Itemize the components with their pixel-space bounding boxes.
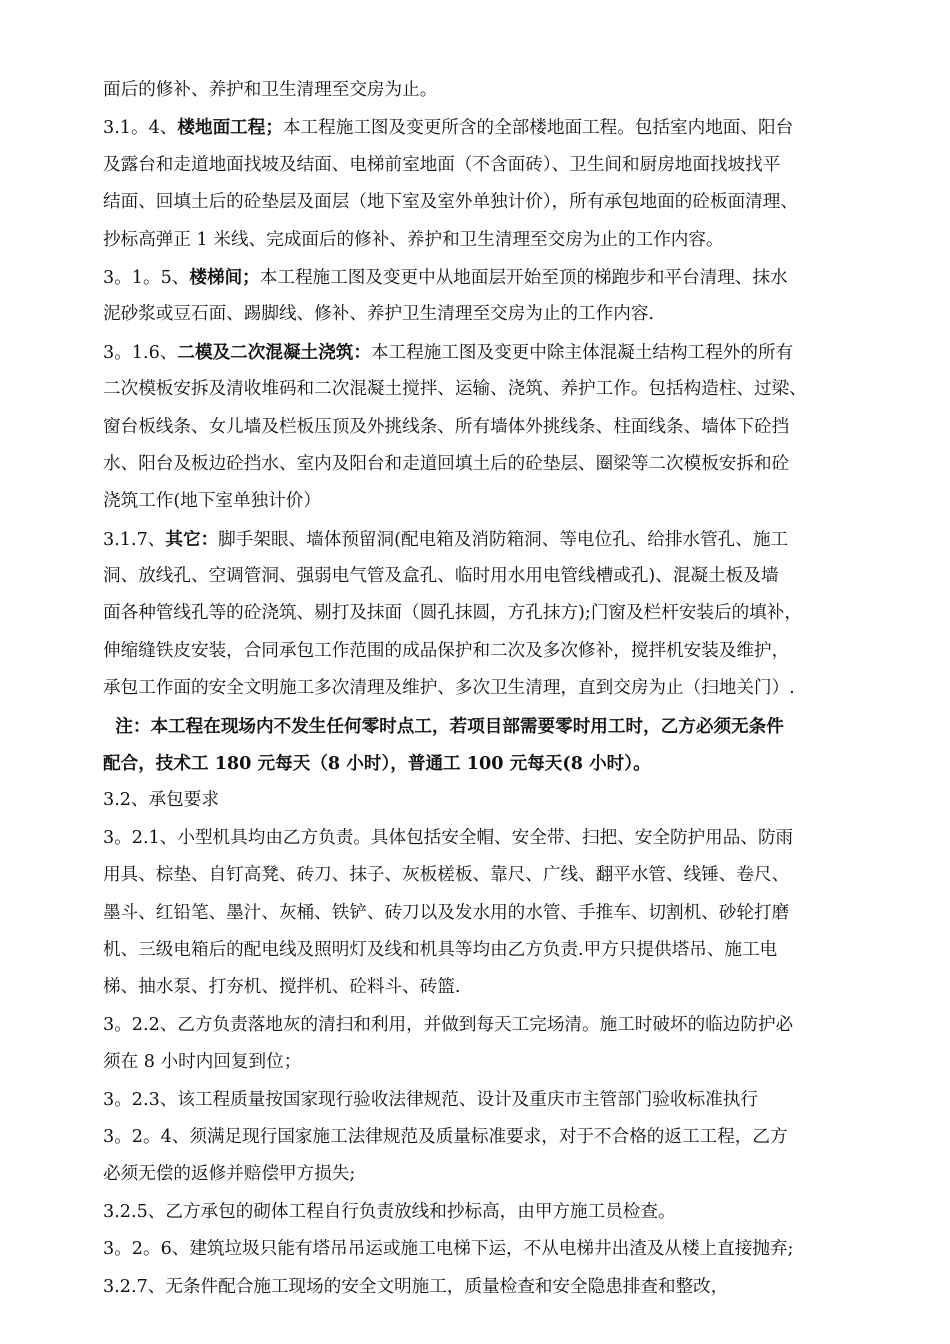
text-run: 3.2.5、乙方承包的砌体工程自行负责放线和抄标高，由甲方施工员检查。 bbox=[103, 1201, 676, 1222]
text-run: 须在 8 小时内回复到位； bbox=[103, 1052, 302, 1073]
text-line bbox=[103, 184, 851, 221]
bold-text-run: 楼地面工程； bbox=[177, 117, 283, 139]
text-run: 面各种管线孔等的砼浇筑、剔打及抹面（圆孔抹圆，方孔抹方);门窗及栏杆安装后的填补， bbox=[103, 603, 802, 624]
text-line bbox=[103, 895, 851, 932]
text-run: 结面、回填土后的砼垫层及面层（地下室及室外单独计价），所有承包地面的砼板面清理、 bbox=[103, 192, 798, 213]
text-run: 3。2。6、建筑垃圾只能有塔吊吊运或施工电梯下运，不从电梯井出渣及从楼上直接抛弃; bbox=[103, 1239, 794, 1260]
text-line bbox=[103, 109, 851, 146]
bold-text-run: 二模及二次混凝土浇筑： bbox=[177, 341, 371, 363]
text-line bbox=[103, 745, 851, 782]
text-line bbox=[103, 446, 851, 483]
text-run: 洞、放线孔、空调管洞、强弱电气管及盒孔、临时用水用电管线槽或孔)、混凝土板及墙 bbox=[103, 566, 779, 587]
text-run: 3.1。4、 bbox=[103, 118, 178, 139]
text-run: 3。2.3、该工程质量按国家现行验收法律规范、设计及重庆市主管部门验收标准执行 bbox=[103, 1089, 758, 1110]
text-line bbox=[103, 259, 851, 296]
text-run: 必须无偿的返修并赔偿甲方损失; bbox=[103, 1164, 356, 1185]
document-body bbox=[103, 72, 851, 1306]
text-line bbox=[103, 296, 851, 333]
text-line bbox=[103, 483, 851, 520]
text-run: 浇筑工作(地下室单独计价） bbox=[103, 491, 321, 512]
text-run: 二次模板安拆及清收堆码和二次混凝土搅拌、运输、浇筑、养护工作。包括构造柱、过梁、 bbox=[103, 379, 807, 400]
text-run: 窗台板线条、女儿墙及栏板压顶及外挑线条、所有墙体外挑线条、柱面线条、墙体下砼挡 bbox=[103, 416, 790, 437]
text-line bbox=[103, 1156, 851, 1193]
text-line bbox=[103, 1231, 851, 1268]
text-run: 面后的修补、养护和卫生清理至交房为止。 bbox=[103, 80, 438, 100]
text-line bbox=[103, 72, 851, 109]
text-run: 3。2.1、小型机具均由乙方负责。具体包括安全帽、安全带、扫把、安全防护用品、防雨 bbox=[103, 827, 794, 848]
text-run: 本工程施工图及变更所含的全部楼地面工程。包括室内地面、阳台 bbox=[282, 118, 794, 139]
bold-text-run: 配合，技术工 180 元每天（8 小时），普通工 100 元每天(8 小时）。 bbox=[103, 753, 651, 775]
text-line bbox=[103, 633, 851, 670]
text-line bbox=[103, 782, 851, 819]
text-run: 3。2。4、须满足现行国家施工法律规范及质量标准要求，对于不合格的返工工程，乙方 bbox=[103, 1126, 788, 1147]
text-run: 本工程施工图及变更中从地面层开始至顶的梯跑步和平台清理、抹水 bbox=[259, 267, 788, 288]
text-line bbox=[103, 222, 851, 259]
text-run: 3.1.7、 bbox=[103, 529, 166, 550]
bold-text-run: 其它： bbox=[165, 528, 219, 550]
text-line bbox=[103, 1119, 851, 1156]
text-run: 墨斗、红铅笔、墨汁、灰桶、铁铲、砖刀以及发水用的水管、手推车、切割机、砂轮打磨 bbox=[103, 902, 790, 923]
text-line bbox=[103, 1194, 851, 1231]
text-run: 承包工作面的安全文明施工多次清理及维护、多次卫生清理，直到交房为止（扫地关门）. bbox=[103, 678, 795, 699]
text-line bbox=[103, 409, 851, 446]
text-line bbox=[103, 147, 851, 184]
text-run: 水、阳台及板边砼挡水、室内及阳台和走道回填土后的砼垫层、圈梁等二次模板安拆和砼 bbox=[103, 453, 790, 474]
text-run: 3.2.7、无条件配合施工现场的安全文明施工，质量检查和安全隐患排查和整改， bbox=[103, 1276, 729, 1297]
text-line bbox=[103, 334, 851, 371]
text-run: 机、三级电箱后的配电线及照明灯及线和机具等均由乙方负责.甲方只提供塔吊、施工电 bbox=[103, 939, 778, 960]
text-line bbox=[103, 371, 851, 408]
text-line bbox=[103, 1044, 851, 1081]
text-line bbox=[103, 708, 851, 745]
text-line bbox=[103, 820, 851, 857]
text-run: 脚手架眼、墙体预留洞(配电箱及消防箱洞、等电位孔、给排水管孔、施工 bbox=[218, 529, 789, 550]
text-run: 抄标高弹正 1 米线、完成面后的修补、养护和卫生清理至交房为止的工作内容。 bbox=[103, 229, 724, 250]
text-line bbox=[103, 595, 851, 632]
text-line bbox=[103, 1082, 851, 1119]
text-line bbox=[103, 1269, 851, 1306]
text-run: 3。1。5、 bbox=[103, 267, 190, 288]
text-run: 伸缩缝铁皮安装，合同承包工作范围的成品保护和二次及多次修补，搅拌机安装及维护， bbox=[103, 640, 790, 661]
text-run: 泥砂浆或豆石面、踢脚线、修补、养护卫生清理至交房为止的工作内容. bbox=[103, 304, 655, 325]
text-run: 本工程施工图及变更中除主体混凝土结构工程外的所有 bbox=[370, 342, 794, 363]
text-line bbox=[103, 1007, 851, 1044]
text-run: 3。2.2、乙方负责落地灰的清扫和利用，并做到每天工完场清。施工时破坏的临边防护必 bbox=[103, 1014, 794, 1035]
text-run: 梯、抽水泵、打夯机、搅拌机、砼料斗、砖篮. bbox=[103, 977, 461, 998]
bold-text-run: 楼梯间； bbox=[189, 266, 260, 288]
text-line bbox=[103, 521, 851, 558]
text-run: 3.2、承包要求 bbox=[103, 790, 219, 811]
text-line bbox=[103, 857, 851, 894]
text-line bbox=[103, 670, 851, 707]
bold-text-run: 注：本工程在现场内不发生任何零时点工，若项目部需要零时用工时，乙方必须无条件 bbox=[103, 715, 784, 737]
text-run: 及露台和走道地面找坡及结面、电梯前室地面（不含面砖）、卫生间和厨房地面找坡找平 bbox=[103, 154, 781, 175]
text-line bbox=[103, 932, 851, 969]
text-line bbox=[103, 558, 851, 595]
text-run: 用具、棕垫、自钉高凳、砖刀、抹子、灰板槎板、靠尺、广线、翻平水管、线锤、卷尺、 bbox=[103, 865, 790, 886]
text-line bbox=[103, 969, 851, 1006]
text-run: 3。1.6、 bbox=[103, 342, 178, 363]
